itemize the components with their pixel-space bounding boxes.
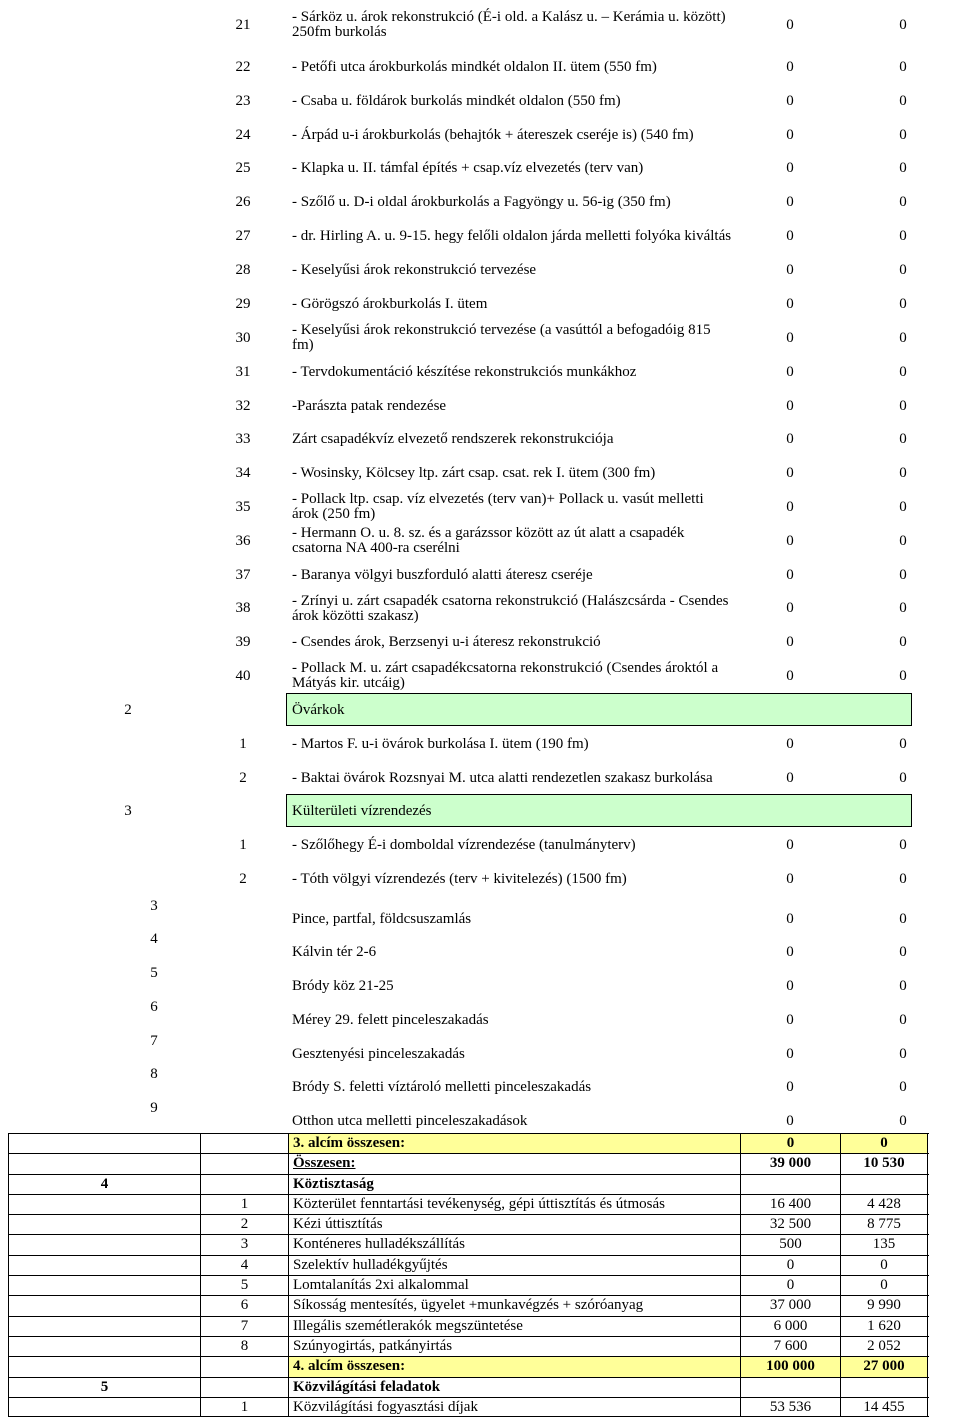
item-description: Bródy köz 21-25 — [292, 978, 394, 994]
item-value-1: 0 — [786, 735, 794, 752]
subtotal-4-row — [0, 1356, 960, 1377]
item-value-2: 0 — [899, 1046, 907, 1062]
list-item — [0, 355, 960, 389]
item-value-1: 0 — [786, 1012, 794, 1028]
item-value-1: 0 — [786, 944, 794, 960]
item-number: 28 — [235, 261, 251, 278]
item-number: 40 — [235, 667, 251, 684]
item-value-1: 0 — [786, 633, 794, 650]
item-value-1: 0 — [786, 329, 794, 346]
row-rule — [8, 1275, 929, 1276]
col-value-1: 0 — [740, 1133, 840, 1153]
col-description: Szúnyogirtás, patkányirtás — [288, 1336, 740, 1356]
item-description: Pince, partfal, földcsuszamlás — [292, 911, 472, 927]
col-value-1 — [740, 1377, 840, 1397]
list-item — [0, 152, 960, 185]
item-number: 29 — [235, 295, 251, 312]
col-value-1: 16 400 — [740, 1194, 840, 1214]
col-number — [200, 1174, 288, 1194]
list-item — [0, 862, 960, 896]
col-section — [8, 1275, 200, 1295]
item-value-2: 0 — [899, 600, 907, 616]
section-4-header — [0, 1174, 960, 1194]
col-description: Közvilágítási fogyasztási díjak — [288, 1397, 740, 1417]
list-item — [0, 828, 960, 862]
item-number: 37 — [235, 566, 251, 583]
col-description: Kézi úttisztítás — [288, 1214, 740, 1234]
item-value-1: 0 — [786, 566, 794, 583]
item-description: - dr. Hirling A. u. 9-15. hegy felőli oldalon járda melletti folyóka kiváltás — [292, 227, 732, 244]
col-value-2: 10 530 — [840, 1153, 928, 1174]
item-value-1: 0 — [786, 397, 794, 414]
list-item — [0, 490, 960, 524]
item-value-2: 0 — [899, 464, 907, 481]
list-item — [0, 592, 960, 625]
item-value-2: 0 — [899, 329, 907, 346]
col-value-2: 1 620 — [840, 1316, 928, 1336]
list-item — [0, 84, 960, 118]
col-number: 1 — [200, 1194, 288, 1214]
item-number: 23 — [235, 92, 251, 109]
item-value-1: 0 — [786, 1046, 794, 1062]
col-value-2: 2 052 — [840, 1336, 928, 1356]
item-number: 34 — [235, 464, 251, 481]
col-section: 4 — [8, 1174, 200, 1194]
col-section — [8, 1356, 200, 1377]
item-description: - Csendes árok, Berzsenyi u-i áteresz rekonstrukció — [292, 633, 601, 650]
row-rule — [8, 1336, 929, 1337]
col-number — [200, 1356, 288, 1377]
item-number: 25 — [235, 160, 251, 176]
item-number: 36 — [235, 532, 251, 549]
item-number: 8 — [150, 1066, 158, 1082]
item-description: - Pollack M. u. zárt csapadékcsatorna rekonstrukció (Csendes ároktól a Mátyás kir. utcáig) — [292, 660, 719, 691]
item-number: 35 — [235, 498, 251, 515]
item-description: Otthon utca melletti pinceleszakadások — [292, 1113, 528, 1129]
item-description: - Csaba u. földárok burkolás mindkét oldalon (550 fm) — [292, 92, 621, 109]
col-section — [8, 1336, 200, 1356]
item-description: - Tóth völgyi vízrendezés (terv + kivitelezés) (1500 fm) — [292, 870, 627, 887]
col-value-1: 0 — [740, 1255, 840, 1275]
col-section: 5 — [8, 1377, 200, 1397]
row-rule — [8, 1153, 929, 1154]
col-description: 4. alcím összesen: — [288, 1356, 740, 1377]
item-value-2: 0 — [899, 836, 907, 853]
col-value-2: 135 — [840, 1234, 928, 1255]
table-row — [0, 1397, 960, 1417]
col-value-2: 0 — [840, 1133, 928, 1153]
item-number: 3 — [150, 898, 158, 914]
item-value-2: 0 — [899, 532, 907, 549]
item-number: 4 — [150, 931, 158, 947]
col-description: Síkosság mentesítés, ügyelet +munkavégzés + szóróanyag — [288, 1295, 740, 1316]
col-number — [200, 1153, 288, 1174]
table-row — [0, 1234, 960, 1255]
item-value-2: 0 — [899, 667, 907, 684]
item-value-1: 0 — [786, 1079, 794, 1095]
item-description: - Sárköz u. árok rekonstrukció (É-i old. a Kalász u. – Kerámia u. között) 250fm burkolás — [292, 9, 726, 40]
col-number: 7 — [200, 1316, 288, 1336]
item-description: Mérey 29. felett pinceleszakadás — [292, 1012, 489, 1028]
item-value-1: 0 — [786, 58, 794, 75]
item-value-1: 0 — [786, 464, 794, 481]
col-value-1: 53 536 — [740, 1397, 840, 1417]
item-value-2: 0 — [899, 363, 907, 380]
item-value-1: 0 — [786, 193, 794, 210]
item-value-2: 0 — [899, 92, 907, 109]
list-item — [0, 423, 960, 456]
item-number: 30 — [235, 329, 251, 346]
col-description: Szelektív hulladékgyűjtés — [288, 1255, 740, 1275]
list-item — [0, 456, 960, 490]
col-description: Köztisztaság — [288, 1174, 740, 1194]
row-rule — [8, 1316, 929, 1317]
col-description: Közvilágítási feladatok — [288, 1377, 740, 1397]
item-description: - Wosinsky, Kölcsey ltp. zárt csap. csat. rek I. ütem (300 fm) — [292, 464, 656, 481]
list-item — [0, 524, 960, 558]
col-section — [8, 1255, 200, 1275]
item-number: 33 — [235, 431, 251, 447]
item-value-1: 0 — [786, 92, 794, 109]
col-section — [8, 1234, 200, 1255]
item-number: 1 — [239, 836, 247, 853]
table-row — [0, 1336, 960, 1356]
item-value-2: 0 — [899, 160, 907, 176]
item-value-1: 0 — [786, 126, 794, 143]
item-number: 32 — [235, 397, 251, 414]
section-title: Övárkok — [292, 701, 345, 718]
col-value-2: 0 — [840, 1255, 928, 1275]
item-number: 31 — [235, 363, 251, 380]
col-value-1: 39 000 — [740, 1153, 840, 1174]
col-section — [8, 1153, 200, 1174]
col-value-1: 100 000 — [740, 1356, 840, 1377]
table-row — [0, 1255, 960, 1275]
section-5-header — [0, 1377, 960, 1397]
row-rule — [8, 1356, 929, 1357]
item-value-1: 0 — [786, 431, 794, 447]
item-value-2: 0 — [899, 769, 907, 786]
col-description: Illegális szemétlerakók megszüntetése — [288, 1316, 740, 1336]
section-3-header — [0, 794, 960, 828]
item-value-2: 0 — [899, 1113, 907, 1129]
col-section — [8, 1214, 200, 1234]
col-value-2: 8 775 — [840, 1214, 928, 1234]
item-value-2: 0 — [899, 735, 907, 752]
item-description: - Pollack ltp. csap. víz elvezetés (terv van)+ Pollack u. vasút melletti árok (250 fm) — [292, 491, 704, 522]
col-number: 1 — [200, 1397, 288, 1417]
col-value-2 — [840, 1377, 928, 1397]
row-rule — [8, 1214, 929, 1215]
col-value-1 — [740, 1174, 840, 1194]
col-value-2: 0 — [840, 1275, 928, 1295]
col-number: 3 — [200, 1234, 288, 1255]
item-description: -Parászta patak rendezése — [292, 397, 447, 414]
item-description: - Baktai övárok Rozsnyai M. utca alatti rendezetlen szakasz burkolása — [292, 769, 713, 786]
item-value-2: 0 — [899, 633, 907, 650]
row-rule — [8, 1234, 929, 1235]
list-item — [0, 1064, 960, 1098]
item-value-2: 0 — [899, 295, 907, 312]
item-value-1: 0 — [786, 600, 794, 616]
list-item — [0, 761, 960, 795]
item-value-2: 0 — [899, 1012, 907, 1028]
col-value-2: 4 428 — [840, 1194, 928, 1214]
list-item — [0, 1031, 960, 1065]
item-description: - Keselyűsi árok rekonstrukció tervezése (a vasúttól a befogadóig 815 fm) — [292, 322, 711, 353]
item-description: Kálvin tér 2-6 — [292, 944, 377, 960]
item-number: 5 — [150, 965, 158, 981]
row-rule — [8, 1377, 929, 1378]
list-item — [0, 963, 960, 997]
section-title: Külterületi vízrendezés — [292, 802, 432, 819]
table-row — [0, 1295, 960, 1316]
item-value-1: 0 — [786, 532, 794, 549]
list-item — [0, 659, 960, 693]
col-number: 4 — [200, 1255, 288, 1275]
item-value-2: 0 — [899, 261, 907, 278]
item-number: 9 — [150, 1100, 158, 1116]
item-value-1: 0 — [786, 911, 794, 927]
col-section — [8, 1295, 200, 1316]
item-value-1: 0 — [786, 1113, 794, 1129]
col-description: Összesen: — [288, 1153, 740, 1174]
item-description: - Árpád u-i árokburkolás (behajtók + átereszek cseréje is) (540 fm) — [292, 126, 694, 143]
item-description: - Martos F. u-i övárok burkolása I. ütem (190 fm) — [292, 735, 589, 752]
col-value-2: 14 455 — [840, 1397, 928, 1417]
row-rule — [8, 1174, 929, 1175]
list-item — [0, 50, 960, 84]
item-value-2: 0 — [899, 431, 907, 447]
item-number: 22 — [235, 58, 251, 75]
section-number: 2 — [124, 701, 132, 718]
item-value-1: 0 — [786, 769, 794, 786]
item-value-2: 0 — [899, 870, 907, 887]
col-section — [8, 1133, 200, 1153]
col-number — [200, 1377, 288, 1397]
row-rule — [8, 1255, 929, 1256]
table-row — [0, 1275, 960, 1295]
item-number: 27 — [235, 227, 251, 244]
list-item — [0, 118, 960, 152]
list-item — [0, 185, 960, 219]
item-description: - Görögszó árokburkolás I. ütem — [292, 295, 488, 312]
col-number: 2 — [200, 1214, 288, 1234]
item-value-2: 0 — [899, 193, 907, 210]
col-description: Konténeres hulladékszállítás — [288, 1234, 740, 1255]
col-number: 6 — [200, 1295, 288, 1316]
item-description: - Szőlőhegy É-i domboldal vízrendezése (tanulmányterv) — [292, 836, 636, 853]
item-number: 1 — [239, 735, 247, 752]
item-value-1: 0 — [786, 16, 794, 33]
table-row — [0, 1214, 960, 1234]
item-value-1: 0 — [786, 836, 794, 853]
item-value-2: 0 — [899, 1079, 907, 1095]
list-item — [0, 997, 960, 1031]
section-number: 3 — [124, 802, 132, 819]
item-number: 24 — [235, 126, 251, 143]
col-value-1: 32 500 — [740, 1214, 840, 1234]
row-rule — [8, 1295, 929, 1296]
item-description: - Petőfi utca árokburkolás mindkét oldalon II. ütem (550 fm) — [292, 58, 657, 75]
item-description: - Tervdokumentáció készítése rekonstrukciós munkákhoz — [292, 363, 637, 380]
item-number: 6 — [150, 999, 158, 1015]
list-item — [0, 625, 960, 659]
item-value-1: 0 — [786, 227, 794, 244]
item-value-1: 0 — [786, 667, 794, 684]
list-item — [0, 219, 960, 253]
item-value-2: 0 — [899, 397, 907, 414]
list-item — [0, 1098, 960, 1132]
list-item — [0, 253, 960, 287]
col-number: 8 — [200, 1336, 288, 1356]
item-value-2: 0 — [899, 126, 907, 143]
list-item — [0, 727, 960, 761]
item-description: - Klapka u. II. támfal építés + csap.víz elvezetés (terv van) — [292, 160, 644, 176]
item-description: - Zrínyi u. zárt csapadék csatorna rekonstrukció (Halászcsárda - Csendes árok közötti szakasz) — [292, 592, 729, 624]
row-rule — [8, 1133, 929, 1134]
item-number: 39 — [235, 633, 251, 650]
item-value-2: 0 — [899, 498, 907, 515]
item-value-1: 0 — [786, 498, 794, 515]
col-value-2: 27 000 — [840, 1356, 928, 1377]
item-number: 21 — [235, 16, 251, 33]
col-value-2: 9 990 — [840, 1295, 928, 1316]
item-value-2: 0 — [899, 16, 907, 33]
col-section — [8, 1397, 200, 1417]
item-value-1: 0 — [786, 160, 794, 176]
item-value-2: 0 — [899, 911, 907, 927]
item-value-2: 0 — [899, 227, 907, 244]
item-value-2: 0 — [899, 944, 907, 960]
item-value-1: 0 — [786, 295, 794, 312]
table-row — [0, 1194, 960, 1214]
col-number — [200, 1133, 288, 1153]
list-item — [0, 287, 960, 321]
item-description: Zárt csapadékvíz elvezető rendszerek rekonstrukciója — [292, 431, 614, 447]
col-value-1: 500 — [740, 1234, 840, 1255]
row-rule — [8, 1397, 929, 1398]
item-value-1: 0 — [786, 870, 794, 887]
col-description: Közterület fenntartási tevékenység, gépi úttisztítás és útmosás — [288, 1194, 740, 1214]
list-item — [0, 896, 960, 930]
col-section — [8, 1194, 200, 1214]
col-value-1: 0 — [740, 1275, 840, 1295]
list-item — [0, 6, 960, 44]
subtotal-3-row — [0, 1133, 960, 1153]
item-number: 7 — [150, 1033, 158, 1049]
col-value-1: 6 000 — [740, 1316, 840, 1336]
item-number: 26 — [235, 193, 251, 210]
col-description: Lomtalanítás 2xi alkalommal — [288, 1275, 740, 1295]
item-value-1: 0 — [786, 261, 794, 278]
section-2-header — [0, 693, 960, 727]
table-row — [0, 1316, 960, 1336]
item-description: - Baranya völgyi buszforduló alatti áteresz cseréje — [292, 566, 593, 583]
total-row — [0, 1153, 960, 1174]
item-value-1: 0 — [786, 978, 794, 994]
item-value-1: 0 — [786, 363, 794, 380]
item-description: - Hermann O. u. 8. sz. és a garázssor között az út alatt a csapadék csatorna NA 400-ra cserélni — [292, 525, 685, 556]
list-item — [0, 558, 960, 592]
item-number: 2 — [239, 769, 247, 786]
item-value-2: 0 — [899, 58, 907, 75]
row-rule — [8, 1194, 929, 1195]
item-description: - Szőlő u. D-i oldal árokburkolás a Fagyöngy u. 56-ig (350 fm) — [292, 193, 671, 210]
col-section — [8, 1316, 200, 1336]
col-value-1: 37 000 — [740, 1295, 840, 1316]
item-description: Bródy S. feletti víztároló melletti pinceleszakadás — [292, 1079, 592, 1095]
item-value-2: 0 — [899, 566, 907, 583]
row-rule-bottom — [8, 1416, 929, 1417]
col-value-2 — [840, 1174, 928, 1194]
col-number: 5 — [200, 1275, 288, 1295]
list-item — [0, 321, 960, 355]
item-description: - Keselyűsi árok rekonstrukció tervezése — [292, 261, 537, 278]
item-value-2: 0 — [899, 978, 907, 994]
col-value-1: 7 600 — [740, 1336, 840, 1356]
item-number: 2 — [239, 870, 247, 887]
item-number: 38 — [235, 600, 251, 616]
list-item — [0, 389, 960, 423]
list-item — [0, 929, 960, 963]
col-description: 3. alcím összesen: — [288, 1133, 740, 1153]
item-description: Gesztenyési pinceleszakadás — [292, 1046, 465, 1062]
